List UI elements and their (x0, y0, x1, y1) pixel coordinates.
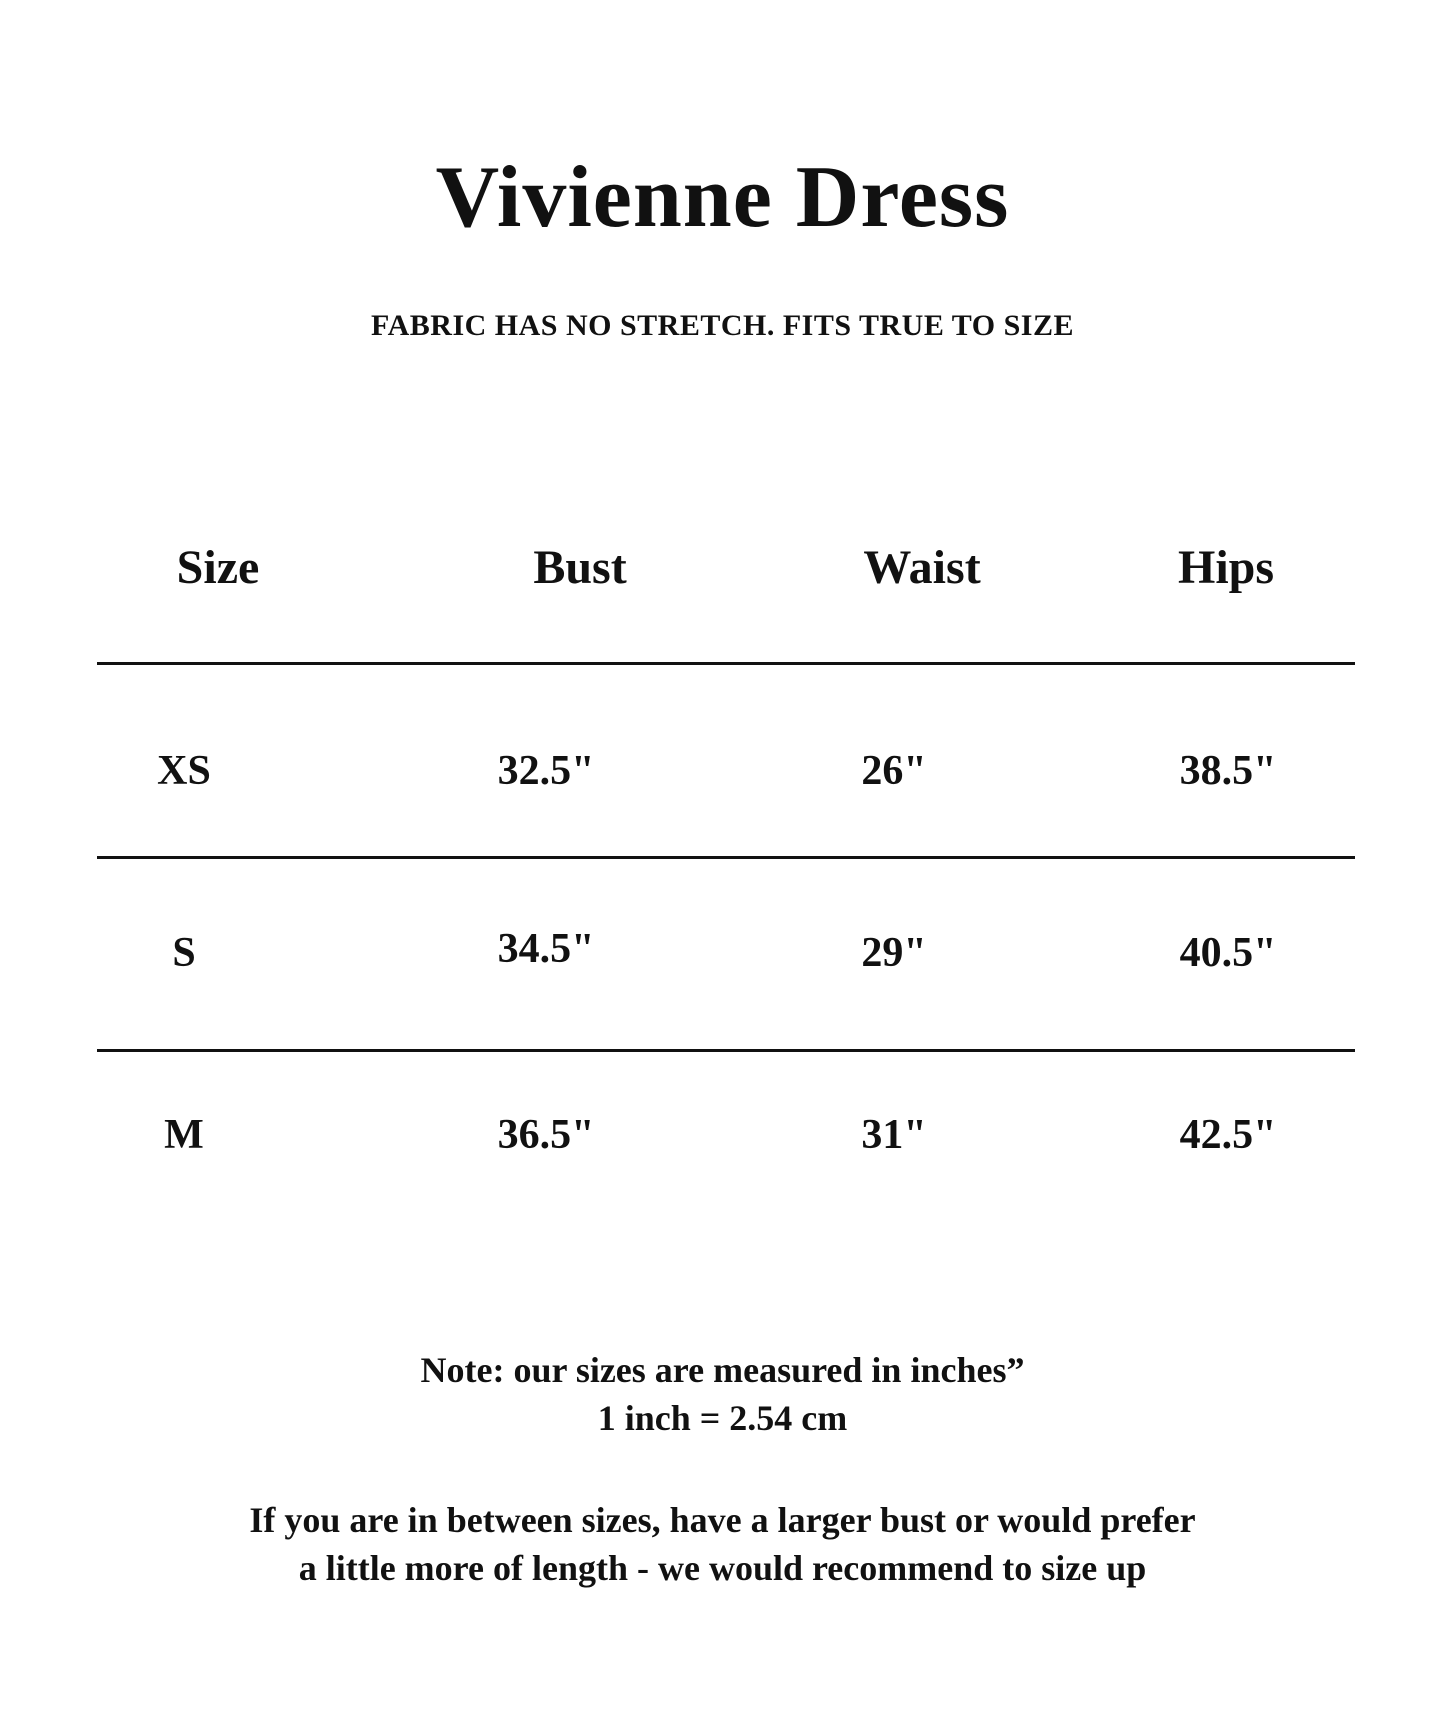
table-cell-size: M (164, 1112, 204, 1158)
table-cell-bust: 32.5" (497, 748, 595, 794)
table-cell-hips: 40.5" (1179, 930, 1277, 976)
sizing-advice-line-1: If you are in between sizes, have a larger bust or would prefer (249, 1500, 1196, 1540)
table-divider (97, 662, 1355, 665)
column-header-hips: Hips (1177, 541, 1275, 594)
table-cell-waist: 29" (861, 930, 927, 976)
column-header-bust: Bust (533, 541, 627, 594)
table-divider (97, 1049, 1355, 1052)
column-header-waist: Waist (863, 541, 981, 594)
table-cell-size: XS (157, 748, 211, 794)
table-cell-waist: 31" (861, 1112, 927, 1158)
table-cell-hips: 42.5" (1179, 1112, 1277, 1158)
table-divider (97, 856, 1355, 859)
table-cell-hips: 38.5" (1179, 748, 1277, 794)
table-cell-bust: 36.5" (497, 1112, 595, 1158)
conversion-note: 1 inch = 2.54 cm (597, 1398, 848, 1438)
measurement-note: Note: our sizes are measured in inches” (420, 1350, 1025, 1390)
page-title: Vivienne Dress (435, 149, 1010, 246)
table-cell-size: S (172, 930, 196, 976)
fit-note: FABRIC HAS NO STRETCH. FITS TRUE TO SIZE (371, 309, 1074, 342)
table-cell-waist: 26" (861, 748, 927, 794)
column-header-size: Size (176, 541, 260, 594)
sizing-advice-line-2: a little more of length - we would recommend to size up (298, 1548, 1147, 1588)
table-cell-bust: 34.5" (497, 926, 595, 972)
